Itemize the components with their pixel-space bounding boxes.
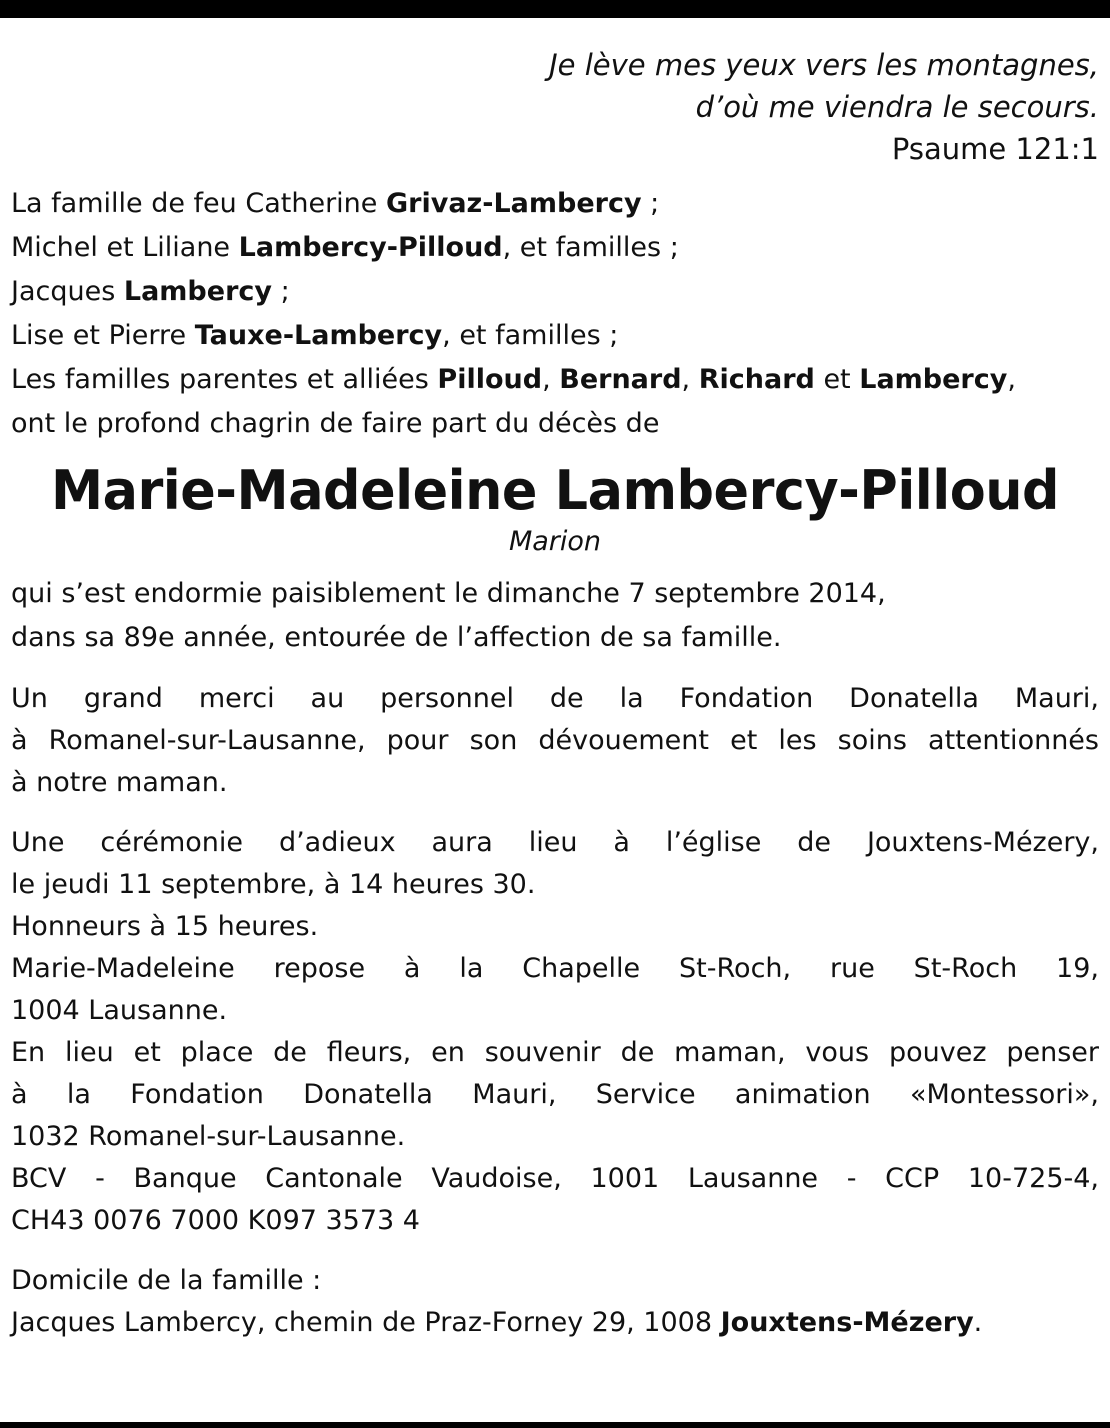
deceased-nickname: Marion bbox=[508, 526, 602, 557]
family-line: Lise et Pierre Tauxe-Lambercy, et familles ; bbox=[11, 320, 619, 351]
family-line: Les familles parentes et alliées Pilloud, Bernard, Richard et Lambercy, bbox=[11, 364, 1016, 395]
epigraph bbox=[11, 44, 1099, 170]
obituary-notice bbox=[11, 44, 1099, 1344]
family-domicile bbox=[11, 1260, 1099, 1344]
epigraph-line-2: d’où me viendra le secours. bbox=[695, 90, 1099, 124]
deceased-name: Marie-Madeleine Lambercy-Pilloud bbox=[50, 459, 1060, 522]
ceremony-paragraph: Une cérémonie d’adieux aura lieu à l’église de Jouxtens-Mézery, le jeudi 11 septembre, à 14 heures 30. Honneurs à 15 heures. Marie-Madeleine repose à la Chapelle St-Roch, rue St-Roch 19, 1004 Lausanne. En lieu et place de fleurs, en souvenir de maman, vous pouvez penser à la Fondation Donatella Mauri, Service animation «Montessori», 1032 Romanel-sur-Lausanne. BCV - Banque Cantonale Vaudoise, 1001 Lausanne - CCP 10-725-4, CH43 0076 7000 K097 3573 4 bbox=[11, 827, 1099, 1236]
family-list bbox=[11, 182, 1099, 446]
announcement-line: ont le profond chagrin de faire part du décès de bbox=[11, 408, 660, 439]
death-details: qui s’est endormie paisiblement le dimanche 7 septembre 2014, dans sa 89e année, entourée de l’affection de sa famille. bbox=[11, 578, 886, 653]
thanks-paragraph: Un grand merci au personnel de la Fondation Donatella Mauri, à Romanel-sur-Lausanne, pour son dévouement et les soins attentionnés à notre maman. bbox=[11, 683, 1099, 798]
family-line: Jacques Lambercy ; bbox=[11, 276, 290, 307]
epigraph-reference: Psaume 121:1 bbox=[891, 132, 1099, 166]
top-border bbox=[0, 0, 1110, 18]
family-line: Michel et Liliane Lambercy-Pilloud, et familles ; bbox=[11, 232, 679, 263]
epigraph-line-1: Je lève mes yeux vers les montagnes, bbox=[549, 48, 1099, 82]
domicile-label: Domicile de la famille : bbox=[11, 1265, 322, 1296]
family-line: La famille de feu Catherine Grivaz-Lambercy ; bbox=[11, 188, 660, 219]
domicile-address: Jacques Lambercy, chemin de Praz-Forney 29, 1008 Jouxtens-Mézery. bbox=[11, 1307, 983, 1338]
bottom-border bbox=[0, 1422, 1110, 1428]
